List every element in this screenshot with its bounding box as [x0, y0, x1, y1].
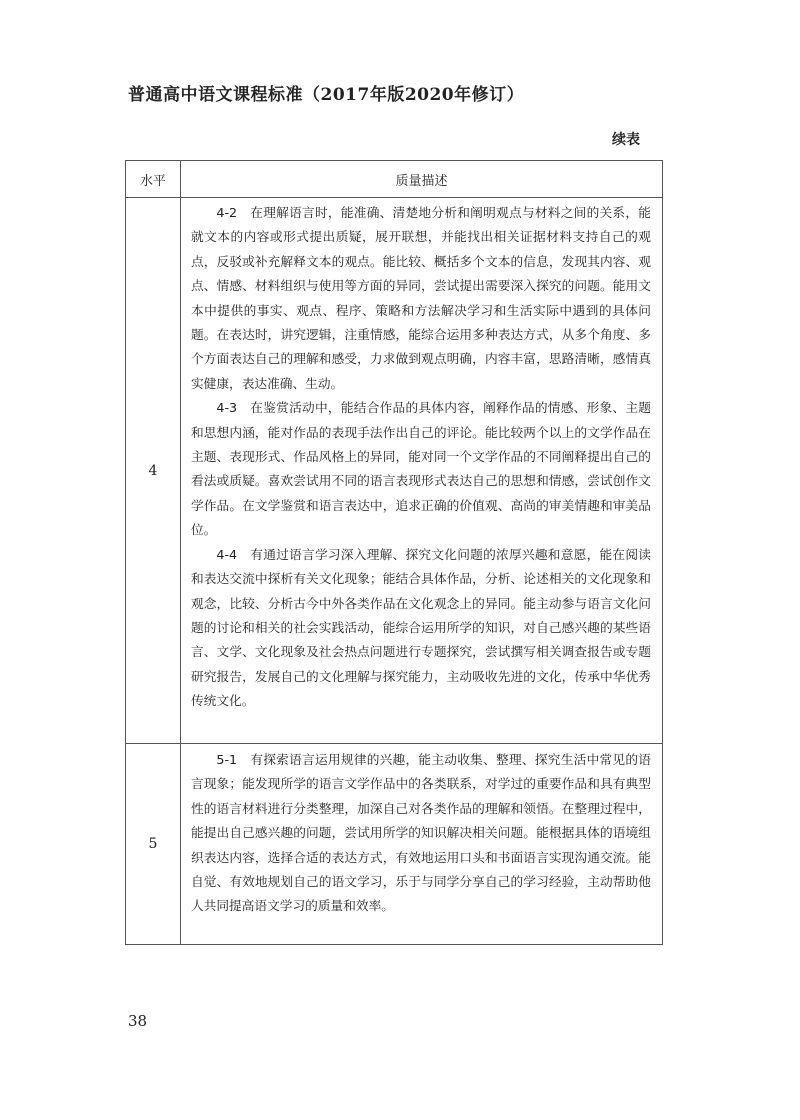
table-row-level-5: [126, 744, 663, 945]
page-number: 38: [128, 1012, 148, 1030]
quality-paragraph-4-4: 4-4 有通过语言学习深入理解、探究文化问题的浓厚兴趣和意愿，能在阅读和表达交流中探析有关文化现象；能结合具体作品，分析、论述相关的文化现象和观念，比较、分析古今中外各类作品在文化观念上的异同。能主动参与语言文化问题的讨论和相关的社会实践活动，能综合运用所学的知识，对自己感兴趣的某些语言、文学、文化现象及社会热点问题进行专题探究，尝试撰写相关调查报告或专题研究报告，发展自己的文化理解与探究能力，主动吸收先进的文化，传承中华优秀传统文化。: [191, 546, 651, 709]
description-cell: [181, 744, 663, 945]
quality-paragraph-4-2: 4-2 在理解语言时，能准确、清楚地分析和阐明观点与材料之间的关系，能就文本的内容或形式提出质疑，展开联想，并能找出相关证据材料支持自己的观点，反驳或补充解释文本的观点。能比较、概括多个文本的信息，发现其内容、观点、情感、材料组织与使用等方面的异同，尝试提出需要深入探究的问题。能用文本中提供的事实、观点、程序、策略和方法解决学习和生活实际中遇到的具体问题。在表达时，讲究逻辑，注重情感，能综合运用多种表达方式，从多个角度、多个方面表达自己的理解和感受，力求做到观点明确，内容丰富，思路清晰，感情真实健康，表达准确、生动。: [191, 205, 651, 391]
column-header-description: 质量描述: [181, 161, 663, 198]
quality-description-table: [125, 160, 663, 945]
table-header-row: [126, 161, 663, 198]
level-cell: 5: [126, 744, 181, 945]
table-row-level-4: [126, 198, 663, 744]
level-cell: 4: [126, 198, 181, 744]
running-header-title: 普通高中语文课程标准（2017年版2020年修订）: [128, 85, 525, 105]
table-continued-label: 续表: [612, 132, 640, 148]
description-cell: [181, 198, 663, 744]
column-header-level: 水平: [126, 161, 181, 198]
quality-paragraph-4-3: 4-3 在鉴赏活动中，能结合作品的具体内容，阐释作品的情感、形象、主题和思想内涵，能对作品的表现手法作出自己的评论。能比较两个以上的文学作品在主题、表现形式、作品风格上的异同，能对同一个文学作品的不同阐释提出自己的看法或质疑。喜欢尝试用不同的语言表现形式表达自己的思想和情感，尝试创作文学作品。在文学鉴赏和语言表达中，追求正确的价值观、高尚的审美情趣和审美品位。: [191, 400, 651, 538]
quality-paragraph-5-1: 5-1 有探索语言运用规律的兴趣，能主动收集、整理、探究生活中常见的语言现象；能发现所学的语言文学作品中的各类联系，对学过的重要作品和具有典型性的语言材料进行分类整理，加深自己对各类作品的理解和领悟。在整理过程中，能提出自己感兴趣的问题，尝试用所学的知识解决相关问题。能根据具体的语境组织表达内容，选择合适的表达方式，有效地运用口头和书面语言实现沟通交流。能自觉、有效地规划自己的语文学习，乐于与同学分享自己的学习经验，主动帮助他人共同提高语文学习的质量和效率。: [191, 752, 651, 914]
